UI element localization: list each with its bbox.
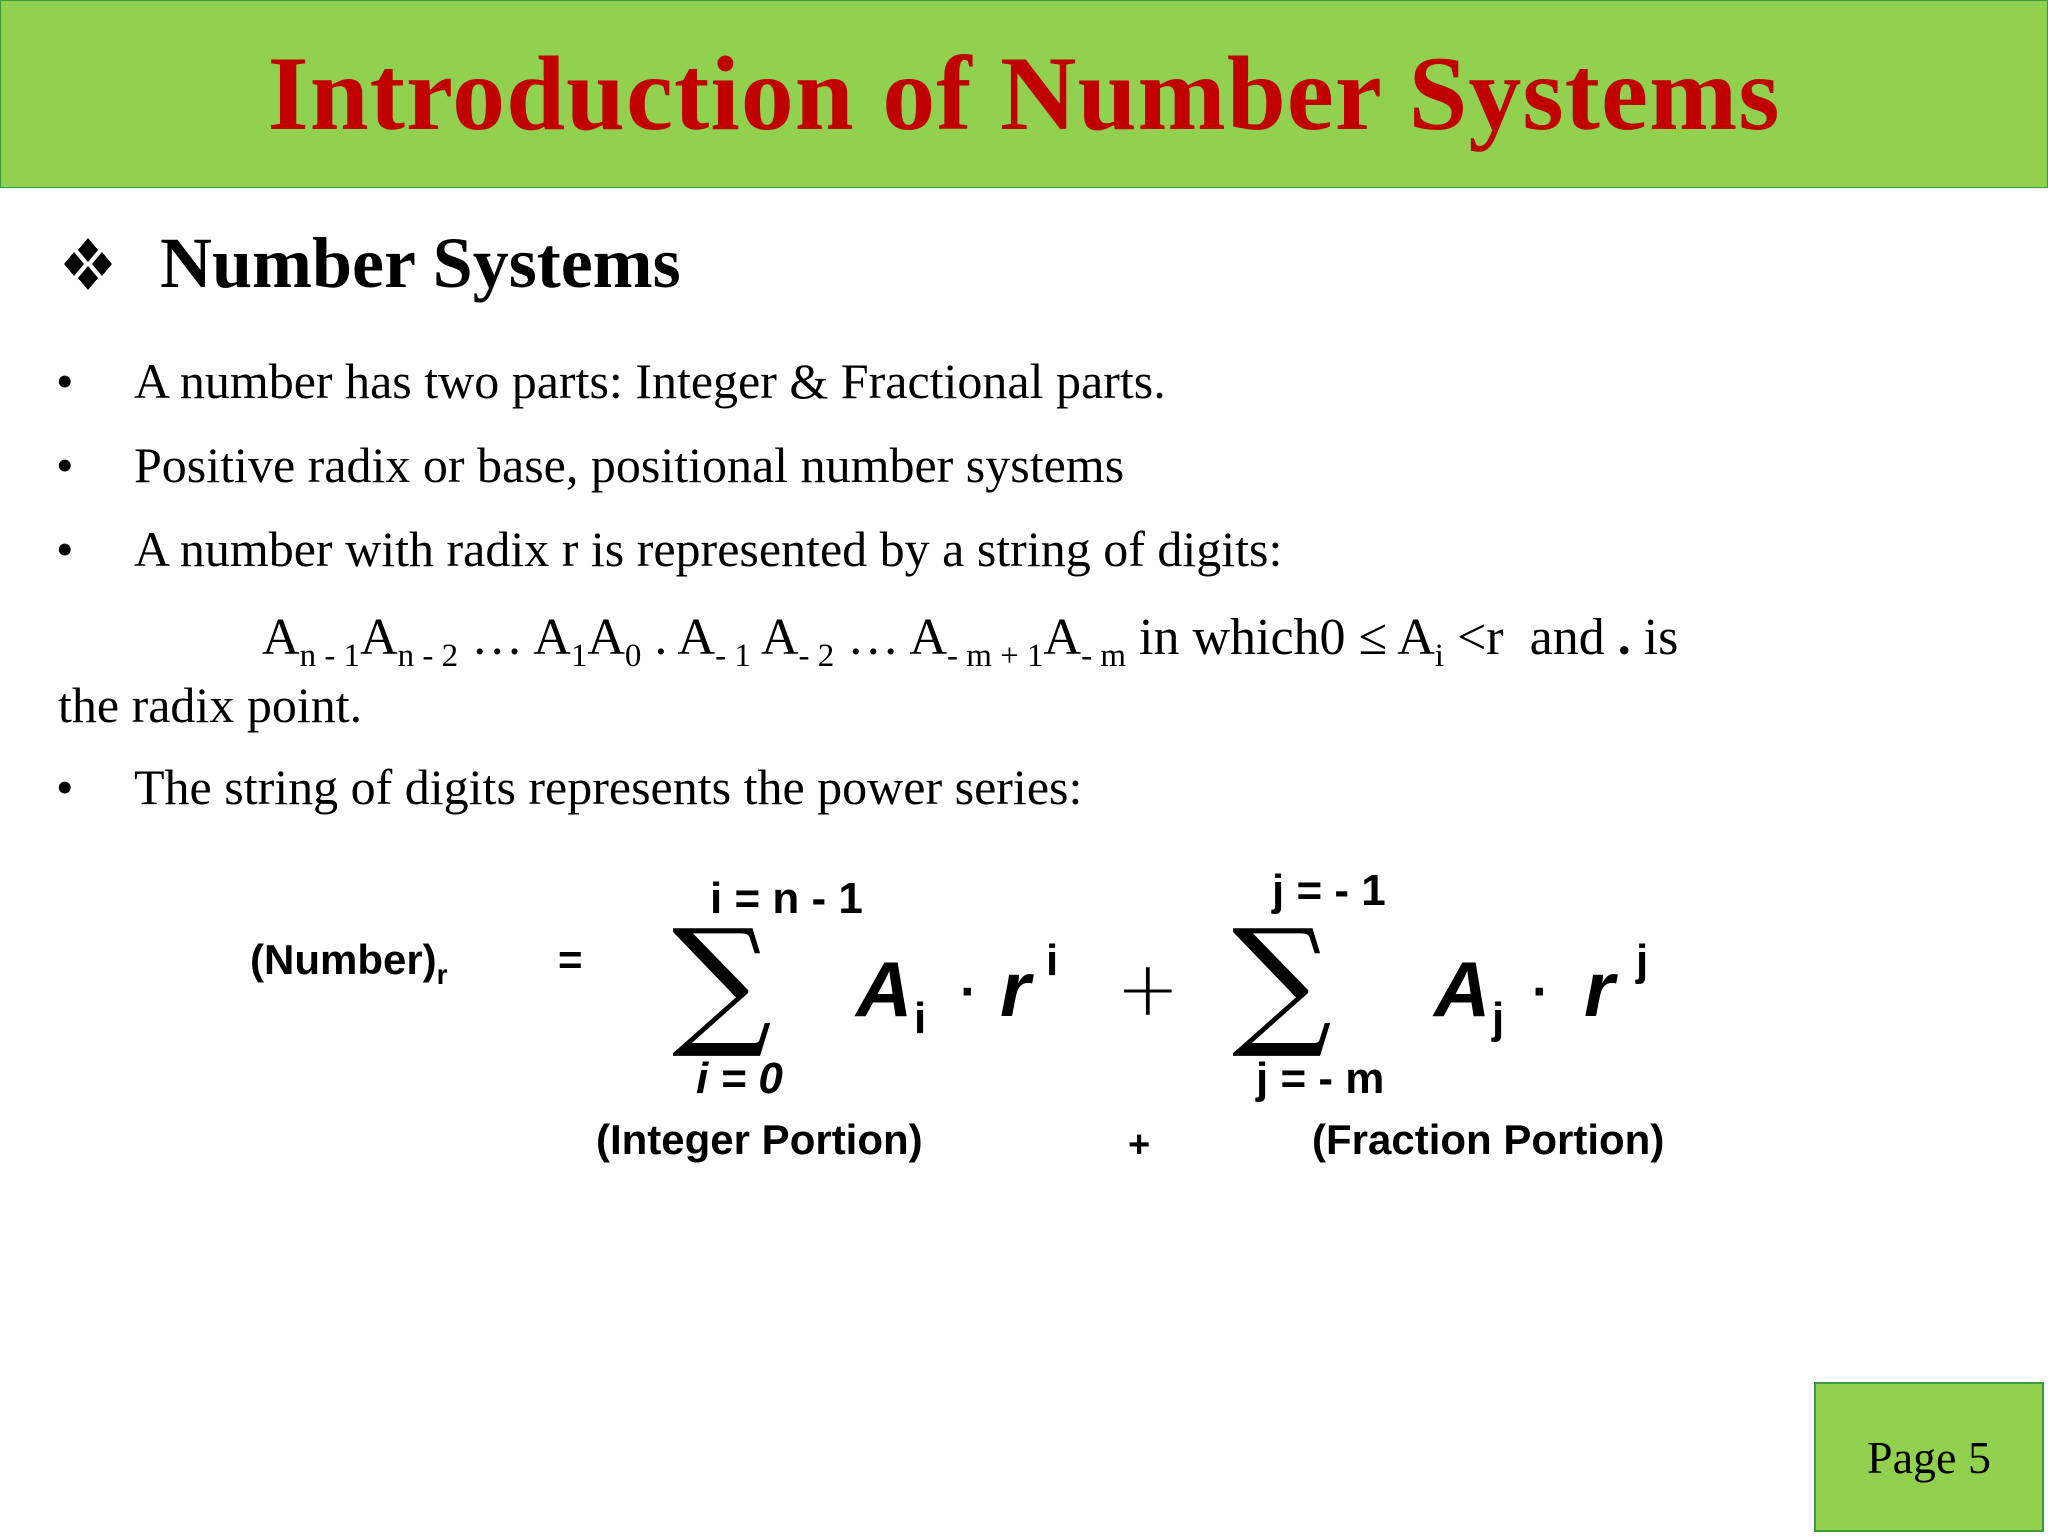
title-bar (0, 0, 2048, 188)
equation-equals: = (558, 936, 583, 983)
digit-string-formula: $A_{n - 1}A_{n - 2}$ … $A_1A_0$ . $A_{- 1}$ $A_{- 2}$ … $A_{- m + 1}A_{- m}$ in which0 ≤ $A_i <r$ and . is (262, 609, 1679, 674)
bullet-dot: • (56, 759, 74, 815)
term1-sub: i (914, 994, 927, 1043)
integer-portion-label: (Integer Portion) (596, 1116, 923, 1163)
sum1-sigma: ∑ (672, 900, 772, 1063)
section-heading (60, 222, 681, 305)
four-diamonds-icon (60, 236, 116, 292)
bullet-text: The string of digits represents the power series: (134, 759, 1083, 815)
bullet-item (56, 520, 1282, 578)
bullet-text: Positive radix or base, positional number systems (134, 437, 1125, 493)
term2-sub: j (1492, 994, 1505, 1043)
bullet-text: A number has two parts: Integer & Fractional parts. (134, 353, 1166, 409)
term1-cdot: · (960, 963, 978, 1021)
slide-title: Introduction of Number Systems (267, 35, 1781, 152)
bullet-item (56, 758, 1082, 816)
page-number-box (1814, 1382, 2044, 1532)
section-heading-text: Number Systems (160, 223, 681, 303)
term2-cdot: · (1532, 963, 1550, 1021)
sum1-upper-limit: i = n - 1 (710, 874, 863, 923)
sum2-sigma: ∑ (1232, 900, 1332, 1063)
term2-A: A (1434, 945, 1491, 1033)
equation-plus: + (1116, 944, 1180, 1033)
term1-exp: i (1046, 936, 1059, 985)
term2-exp: j (1636, 936, 1649, 985)
bullet-dot: • (56, 521, 74, 577)
sum2-upper-limit: j = - 1 (1272, 866, 1386, 915)
term1-r: r (1000, 945, 1031, 1033)
term1-A: A (856, 945, 913, 1033)
bullet-dot: • (56, 353, 74, 409)
radix-point-continuation: the radix point. (58, 677, 363, 733)
page-number: Page 5 (1867, 1431, 1991, 1483)
bullet-dot: • (56, 437, 74, 493)
bullet-text: A number with radix r is represented by a string of digits: (134, 521, 1283, 577)
fraction-portion-label: (Fraction Portion) (1312, 1116, 1665, 1163)
sum1-lower-limit: i = 0 (696, 1054, 783, 1103)
term2-r: r (1584, 945, 1615, 1033)
bullet-item (56, 352, 1166, 410)
sum2-lower-limit: j = - m (1256, 1054, 1385, 1103)
bullet-item (56, 436, 1124, 494)
equation-lhs: $(Number)_r$ (250, 936, 448, 990)
portion-plus-label: + (1128, 1124, 1151, 1166)
